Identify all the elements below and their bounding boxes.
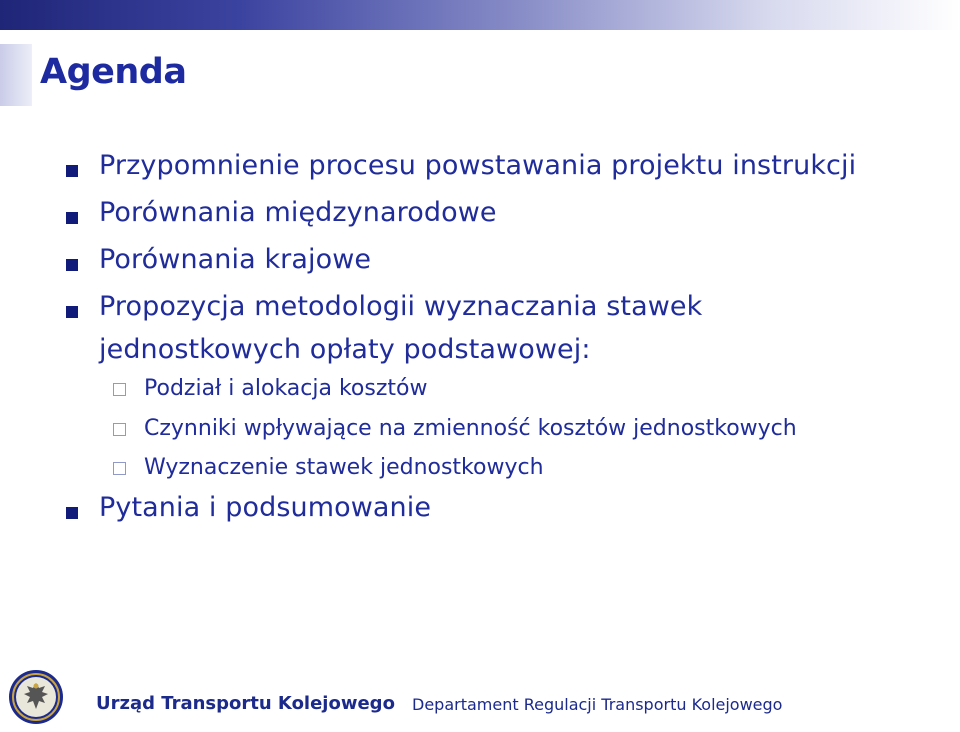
agenda-item: Porównania międzynarodowe bbox=[99, 197, 497, 228]
agenda-item: Propozycja metodologii wyznaczania stawek bbox=[99, 291, 703, 322]
agenda-item-continuation: jednostkowych opłaty podstawowej: bbox=[99, 334, 591, 365]
agenda-item: Pytania i podsumowanie bbox=[99, 492, 432, 523]
eagle-emblem-icon bbox=[8, 669, 64, 725]
agenda-subitem: Wyznaczenie stawek jednostkowych bbox=[144, 455, 544, 480]
agenda-subitem: Podział i alokacja kosztów bbox=[144, 376, 428, 401]
header-gradient-bar bbox=[0, 0, 960, 30]
agenda-item: Przypomnienie procesu powstawania projektu instrukcji bbox=[99, 150, 857, 181]
sub-bullet-box-icon bbox=[113, 423, 126, 436]
bullet-square-icon bbox=[66, 306, 78, 318]
footer-department: Departament Regulacji Transportu Kolejowego bbox=[412, 695, 783, 714]
bullet-square-icon bbox=[66, 507, 78, 519]
bullet-square-icon bbox=[66, 212, 78, 224]
slide-title: Agenda bbox=[40, 52, 187, 92]
bullet-square-icon bbox=[66, 259, 78, 271]
bullet-square-icon bbox=[66, 165, 78, 177]
footer-organization: Urząd Transportu Kolejowego bbox=[96, 693, 395, 714]
title-accent-block bbox=[0, 44, 32, 106]
agenda-subitem: Czynniki wpływające na zmienność kosztów jednostkowych bbox=[144, 416, 797, 441]
sub-bullet-box-icon bbox=[113, 383, 126, 396]
agenda-item: Porównania krajowe bbox=[99, 244, 372, 275]
sub-bullet-box-icon bbox=[113, 462, 126, 475]
